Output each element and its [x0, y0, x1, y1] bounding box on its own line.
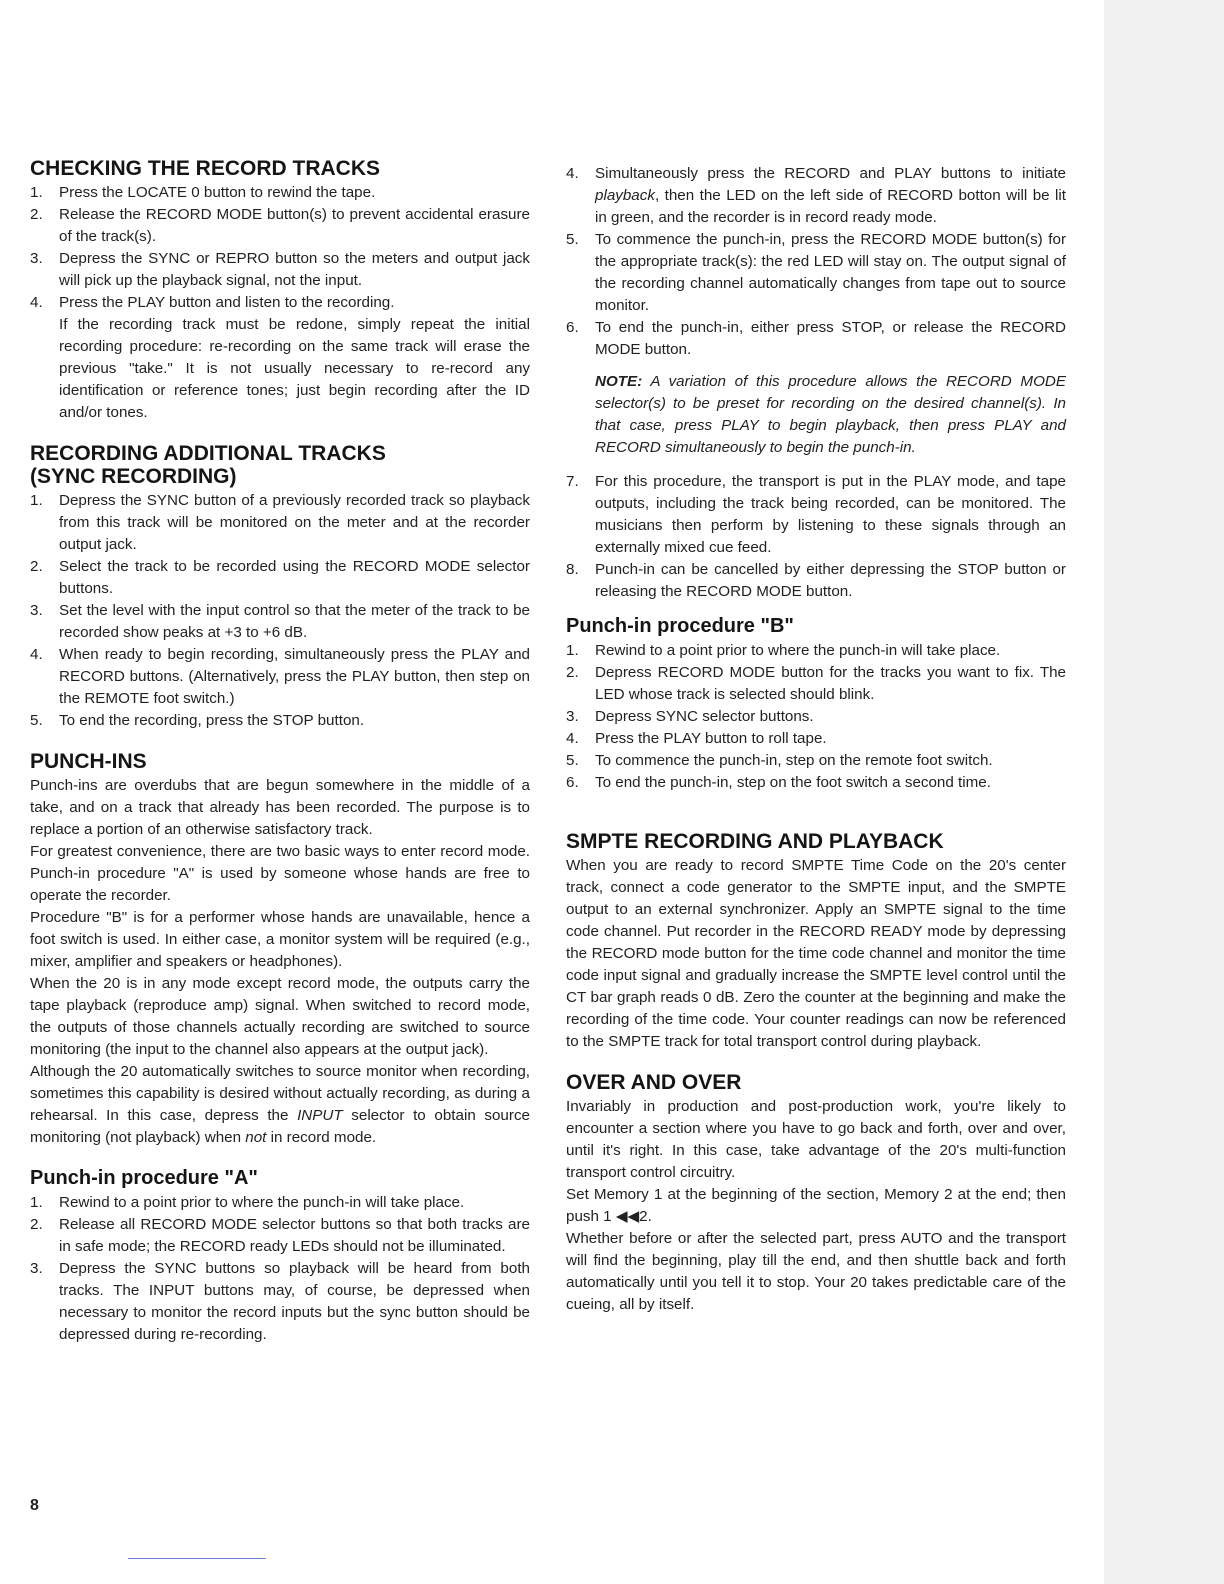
bottom-rule — [128, 1558, 266, 1559]
list-item: 1. Depress the SYNC button of a previously recorded track so playback from this track will be monitored on the meter and at the recorder output jack. — [30, 492, 530, 553]
paragraph: Whether before or after the selected part, press AUTO and the transport will find the beginning, play till the end, and then shuttle back and forth automatically until you tell it to stop. Your 20 takes predictable care of the cueing, all by itself. — [566, 1230, 1066, 1313]
page-number: 8 — [30, 1497, 39, 1514]
list-item: 5. To end the recording, press the STOP button. — [30, 712, 365, 729]
procedure-a-steps-final — [566, 471, 1066, 603]
list-item: 2. Depress RECORD MODE button for the tracks you want to fix. The LED whose track is selected should blink. — [566, 664, 1066, 703]
list-item: 1. Rewind to a point prior to where the punch-in will take place. — [30, 1194, 465, 1211]
list-item: 6. To end the punch-in, either press STOP, or release the RECORD MODE button. — [566, 319, 1066, 358]
left-column — [30, 157, 530, 1346]
list-item: 4. Simultaneously press the RECORD and PLAY buttons to initiate playback, then the LED on the left side of RECORD botton will be lit in green, and the recorder is in record ready mode. — [566, 165, 1066, 226]
paragraph: When the 20 is in any mode except record mode, the outputs carry the tape playback (reproduce amp) signal. When switched to record mode, the outputs of those channels actually recording are switched to source monitoring (the input to the channel also appears at the output jack). — [30, 975, 530, 1058]
list-item: 2. Release the RECORD MODE button(s) to prevent accidental erasure of the track(s). — [30, 206, 530, 245]
section-title-punchins: PUNCH-INS — [30, 750, 147, 773]
list-item: 5. To commence the punch-in, press the RECORD MODE button(s) for the appropriate track(s): the red LED will stay on. The output signal of the recording channel automatically changes from tape out to source monitor. — [566, 231, 1066, 314]
paragraph: Set Memory 1 at the beginning of the section, Memory 2 at the end; then push 1 ◀◀2. — [566, 1186, 1066, 1225]
paragraph: When you are ready to record SMPTE Time Code on the 20's center track, connect a code generator to the SMPTE input, and the SMPTE output to an external synchronizer. Apply an SMPTE signal to the time code channel. Put recorder in the RECORD READY mode by depressing the RECORD mode button for the time code channel and monitor the time code input signal and gradually increase the SMPTE level control until the CT bar graph reads 0 dB. Zero the counter at the beginning and make the recording of the time code. Your counter readings can now be referenced to the SMPTE track for total transport control during playback. — [566, 857, 1066, 1050]
section-title-procedure-a: Punch-in procedure "A" — [30, 1167, 258, 1189]
list-item: 7. For this procedure, the transport is put in the PLAY mode, and tape outputs, including the track being recorded, can be monitored. The musicians then perform by listening to these signals through an externally mixed cue feed. — [566, 473, 1066, 556]
list-item: 8. Punch-in can be cancelled by either depressing the STOP button or releasing the RECORD MODE button. — [566, 561, 1066, 600]
list-item: 2. Select the track to be recorded using the RECORD MODE selector buttons. — [30, 558, 530, 597]
paragraph: For greatest convenience, there are two basic ways to enter record mode. Punch-in procedure "A" is used by someone whose hands are free to operate the recorder. — [30, 843, 530, 904]
list-item: 5. To commence the punch-in, step on the remote foot switch. — [566, 752, 993, 769]
list-item: 6. To end the punch-in, step on the foot switch a second time. — [566, 774, 991, 791]
list-item: 3. Set the level with the input control so that the meter of the track to be recorded show peaks at +3 to +6 dB. — [30, 602, 530, 641]
additional-steps — [30, 490, 530, 732]
list-item: 4. Press the PLAY button to roll tape. — [566, 730, 827, 747]
note-block: NOTE: A variation of this procedure allows the RECORD MODE selector(s) to be preset for recording on the desired channel(s). In that case, press PLAY to begin playback, then press PLAY and RECORD simultaneously to begin the punch-in. — [595, 373, 1066, 456]
procedure-a-steps — [30, 1192, 530, 1346]
list-item: 4. When ready to begin recording, simultaneously press the PLAY and RECORD buttons. (Alternatively, press the PLAY button, then step on the REMOTE foot switch.) — [30, 646, 530, 707]
list-item: 2. Release all RECORD MODE selector buttons so that both tracks are in safe mode; the RECORD ready LEDs should not be illuminated. — [30, 1216, 530, 1255]
list-item: 1. Press the LOCATE 0 button to rewind the tape. — [30, 184, 376, 201]
paragraph: Punch-ins are overdubs that are begun somewhere in the middle of a take, and on a track that already has been recorded. The purpose is to replace a portion of an otherwise satisfactory track. — [30, 777, 530, 838]
procedure-a-steps-continued — [566, 163, 1066, 361]
section-title-procedure-b: Punch-in procedure "B" — [566, 615, 794, 637]
section-title-over-and-over: OVER AND OVER — [566, 1071, 742, 1094]
page-edge-shadow — [1104, 0, 1224, 1584]
paragraph: Although the 20 automatically switches to source monitor when recording, sometimes this capability is desired without actually recording, as during a rehearsal. In this case, depress the INPUT selector to obtain source monitoring (not playback) when not in record mode. — [30, 1063, 530, 1146]
procedure-b-steps — [566, 640, 1066, 794]
paragraph: Procedure "B" is for a performer whose hands are unavailable, hence a foot switch is used. In either case, a monitor system will be required (e.g., mixer, amplifier and speakers or headphones). — [30, 909, 530, 970]
list-item: 3. Depress the SYNC or REPRO button so the meters and output jack will pick up the playback signal, not the input. — [30, 250, 530, 289]
right-column — [566, 163, 1066, 1316]
section-title-checking: CHECKING THE RECORD TRACKS — [30, 157, 381, 180]
list-item: 1. Rewind to a point prior to where the punch-in will take place. — [566, 642, 1001, 659]
paragraph: Invariably in production and post-production work, you're likely to encounter a section where you have to go back and forth, over and over, until it's right. In this case, take advantage of the 20's multi-function transport control circuitry. — [566, 1098, 1066, 1181]
step-4-note: If the recording track must be redone, simply repeat the initial recording procedure: re-recording on the same track will erase the previous "take." It is not usually necessary to re-record any identification or reference tones; just begin recording after the ID and/or tones. — [59, 316, 530, 421]
checking-steps — [30, 182, 530, 424]
section-title-additional: RECORDING ADDITIONAL TRACKS (SYNC RECORDING) — [30, 442, 386, 488]
list-item: 3. Depress SYNC selector buttons. — [566, 708, 814, 725]
list-item: 3. Depress the SYNC buttons so playback will be heard from both tracks. The INPUT buttons may, of course, be depressed when necessary to monitor the record inputs but the sync button should be depressed during re-recording. — [30, 1260, 530, 1343]
section-title-smpte: SMPTE RECORDING AND PLAYBACK — [566, 830, 944, 853]
list-item: 4. Press the PLAY button and listen to the recording. If the recording track must be redone, simply repeat the initial recording procedure: re-recording on the same track will erase the previous "take." It is not usually necessary to re-record any identification or reference tones; just begin recording after the ID and/or tones. — [30, 292, 530, 424]
